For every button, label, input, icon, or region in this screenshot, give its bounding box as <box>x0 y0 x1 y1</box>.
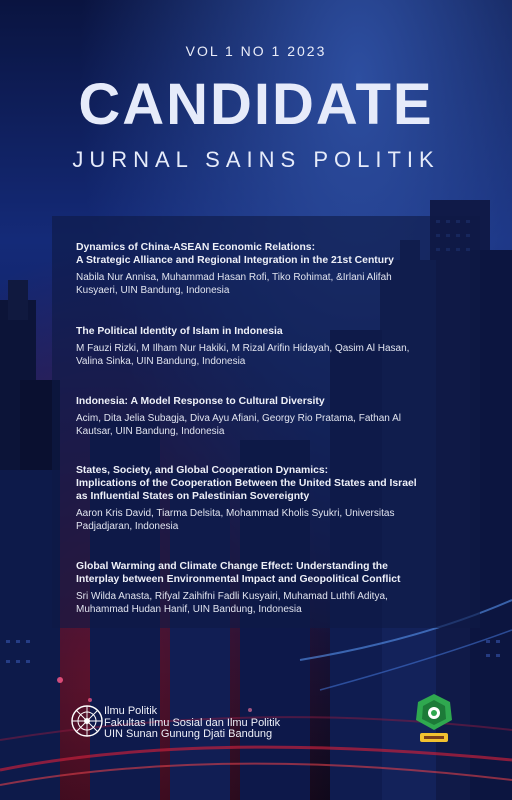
article-entry <box>76 464 476 533</box>
article-authors: Aaron Kris David, Tiarma Delsita, Mohammad Kholis Syukri, Universitas Padjadjaran, Indonesia <box>76 508 395 532</box>
article-entry <box>76 325 476 368</box>
journal-subtitle: JURNAL SAINS POLITIK <box>72 147 440 172</box>
article-entry <box>76 241 476 297</box>
journal-title: CANDIDATE <box>78 72 434 137</box>
article-authors: Nabila Nur Annisa, Muhammad Hasan Rofi, Tiko Rohimat, &Irlani Alifah Kusyaeri, UIN Bandung, Indonesia <box>76 272 392 296</box>
political-science-emblem-icon <box>70 704 104 738</box>
article-entry <box>76 395 476 438</box>
article-authors: Acim, Dita Jelia Subagja, Diva Ayu Afiani, Georgy Rio Pratama, Fathan Al Kautsar, UIN Bandung, Indonesia <box>76 413 401 437</box>
article-title: Dynamics of China-ASEAN Economic Relations: A Strategic Alliance and Regional Integration in the 21st Century <box>76 242 394 266</box>
university-name: UIN Sunan Gunung Djati Bandung <box>104 728 273 740</box>
article-authors: M Fauzi Rizki, M Ilham Nur Hakiki, M Rizal Arifin Hidayah, Qasim Al Hasan, Valina Sinka, UIN Bandung, Indonesia <box>76 343 410 367</box>
article-title: The Political Identity of Islam in Indonesia <box>76 326 283 337</box>
article-entry <box>76 560 476 616</box>
publisher-info <box>104 706 280 741</box>
uin-logo-icon <box>414 692 454 744</box>
article-title: Indonesia: A Model Response to Cultural Diversity <box>76 396 325 407</box>
article-title: States, Society, and Global Cooperation Dynamics: Implications of the Cooperation Between the United States and Israel as Influential States on Palestinian Sovereignty <box>76 465 417 502</box>
article-title: Global Warming and Climate Change Effect: Understanding the Interplay between Environmental Impact and Geopolitical Conflict <box>76 561 401 585</box>
article-authors: Sri Wilda Anasta, Rifyal Zaihifni Fadli Kusyairi, Muhamad Luthfi Aditya, Muhammad Hudan Hanif, UIN Bandung, Indonesia <box>76 591 388 615</box>
program-name: Ilmu Politik <box>104 705 158 717</box>
volume-label: VOL 1 NO 1 2023 <box>185 43 327 59</box>
faculty-name: Fakultas Ilmu Sosial dan Ilmu Politik <box>104 716 281 729</box>
